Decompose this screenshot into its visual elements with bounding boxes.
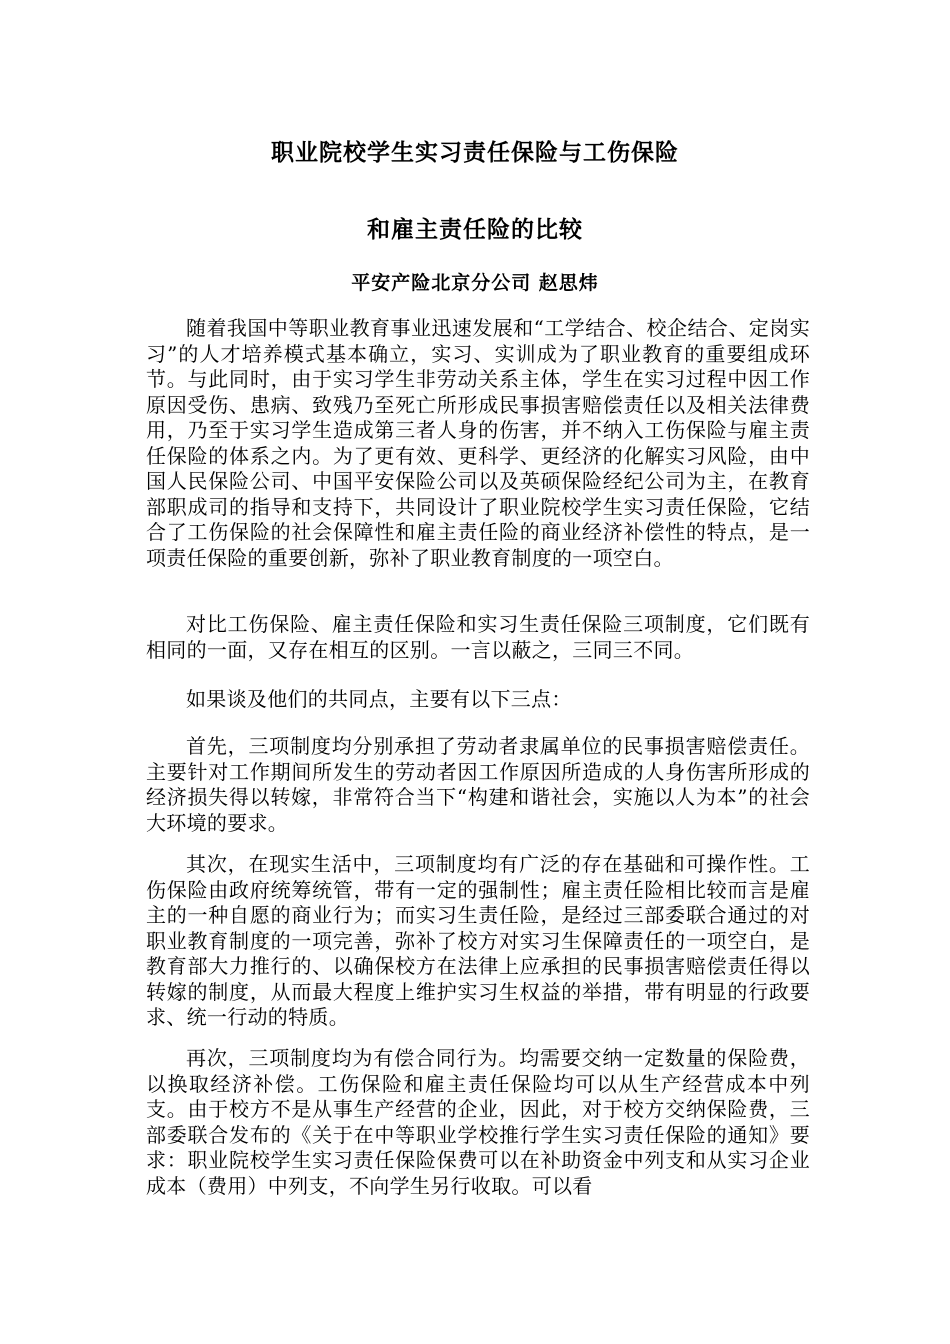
paragraph-third: 再次，三项制度均为有偿合同行为。均需要交纳一定数量的保险费，以换取经济补偿。工伤保险和雇主责任保险均可以从生产经营成本中列支。由于校方不是从事生产经营的企业，因此，对于校方交纳保险费，三部委联合发布的《关于在中等职业学校推行学生实习责任保险的通知》要求：职业院校学生实习责任保险保费可以在补助资金中列支和从实习企业成本（费用）中列支，不向学生另行收取。可以看 [146,1046,810,1198]
paragraph-first: 首先，三项制度均分别承担了劳动者隶属单位的民事损害赔偿责任。主要针对工作期间所发生的劳动者因工作原因所造成的人身伤害所形成的经济损失得以转嫁，非常符合当下“构建和谐社会，实施以人为本”的社会大环境的要求。 [146,734,810,835]
document-title-line2: 和雇主责任险的比较 [367,217,583,243]
paragraph-second: 其次，在现实生活中，三项制度均有广泛的存在基础和可操作性。工伤保险由政府统筹统管，带有一定的强制性；雇主责任险相比较而言是雇主的一种自愿的商业行为；而实习生责任险，是经过三部委联合通过的对职业教育制度的一项完善，弥补了校方对实习生保障责任的一项空白，是教育部大力推行的、以确保校方在法律上应承担的民事损害赔偿责任得以转嫁的制度，从而最大程度上维护实习生权益的举措，带有明显的行政要求、统一行动的特质。 [146,852,810,1029]
paragraph-comparison: 对比工伤保险、雇主责任保险和实习生责任保险三项制度，它们既有相同的一面，又存在相互的区别。一言以蔽之，三同三不同。 [146,612,810,662]
paragraph-intro: 随着我国中等职业教育事业迅速发展和“工学结合、校企结合、定岗实习”的人才培养模式基本确立，实习、实训成为了职业教育的重要组成环节。与此同时，由于实习学生非劳动关系主体，学生在实习过程中因工作原因受伤、患病、致残乃至死亡所形成民事损害赔偿责任以及相关法律费用，乃至于实习学生造成第三者人身的伤害，并不纳入工伤保险与雇主责任保险的体系之内。为了更有效、更科学、更经济的化解实习风险，由中国人民保险公司、中国平安保险公司以及英硕保险经纪公司为主，在教育部职成司的指导和支持下，共同设计了职业院校学生实习责任保险，它结合了工伤保险的社会保障性和雇主责任险的商业经济补偿性的特点，是一项责任保险的重要创新，弥补了职业教育制度的一项空白。 [146,316,810,570]
document-title-line1: 职业院校学生实习责任保险与工伤保险 [271,140,679,166]
author-byline: 平安产险北京分公司 赵思炜 [351,272,599,294]
paragraph-common-points: 如果谈及他们的共同点，主要有以下三点： [186,687,572,711]
